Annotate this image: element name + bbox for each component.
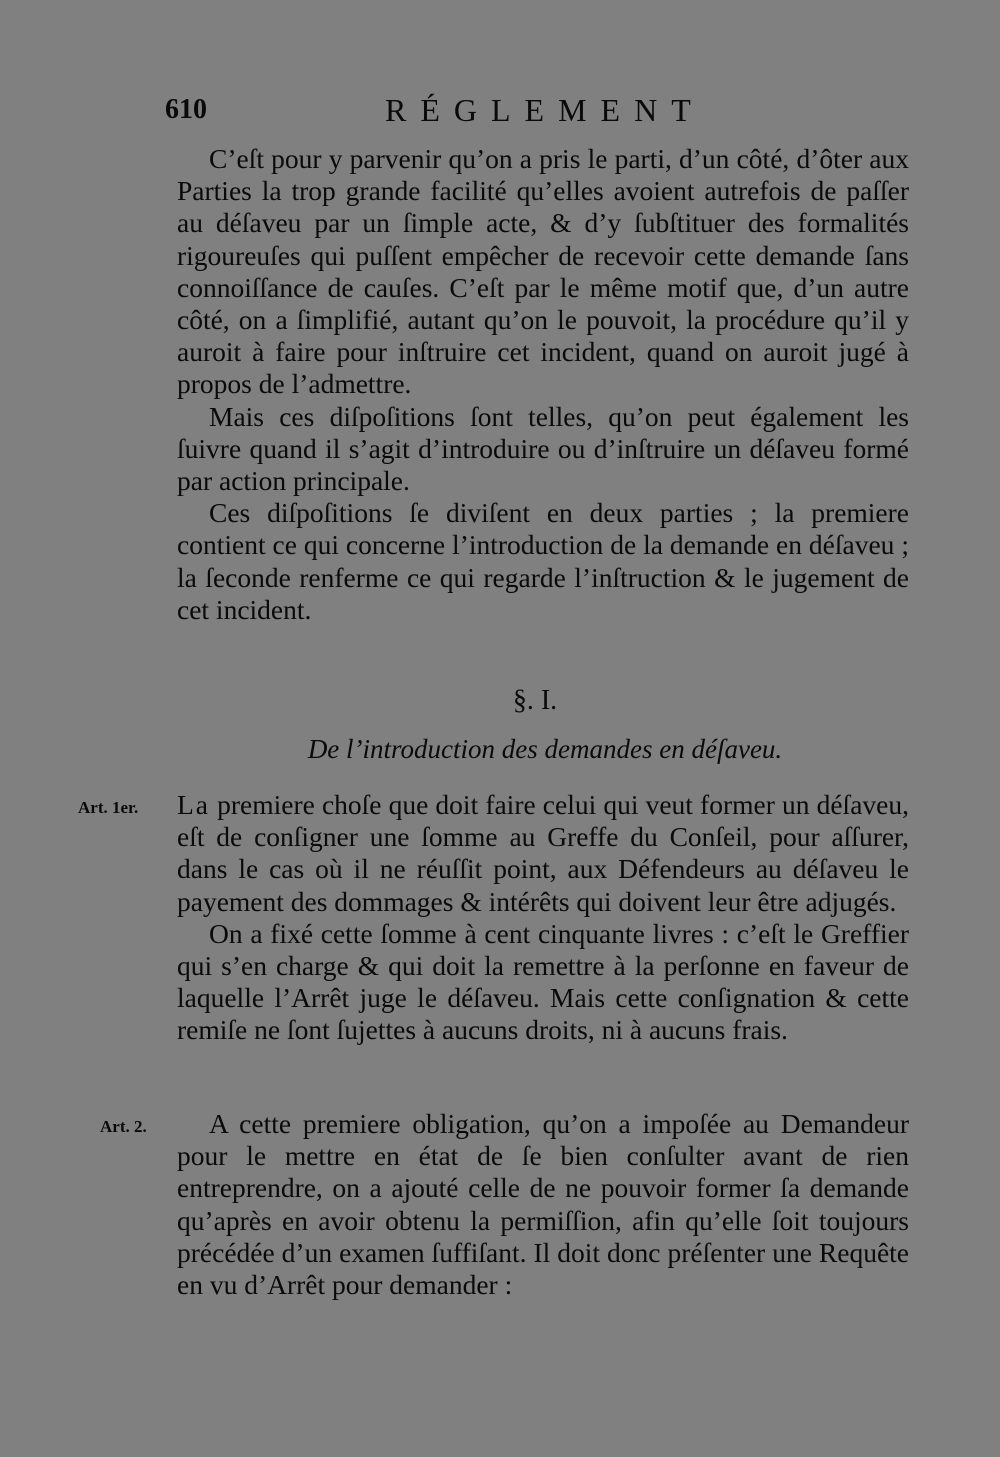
intro-paragraph-3: Ces diſpoſitions ſe diviſent en deux parties ; la premiere contient ce qui concerne l’introduction de la demande en déſaveu ; la ſeconde renferme ce qui regarde l’inſtruction & le jugement de cet incident. [177,497,909,625]
article-1-first-word: La [177,789,211,820]
page-header [165,92,910,132]
section-mark: §. I. [512,685,558,716]
running-title: RÉGLEMENT [385,92,705,128]
article-1-text [177,789,909,1047]
intro-text [177,143,909,626]
article-1-paragraph-1 [177,789,909,918]
margin-article-1: Art. 1er. [78,798,139,817]
section-title: De l’introduction des demandes en déſaveu. [307,734,783,764]
article-1-first-text: premiere choſe que doit faire celui qui veut former un déſaveu, eſt de conſigner une ſomme au Greffe du Conſeil, pour aſſurer, dans le cas où il ne réuſſit point, aux Défendeurs au déſaveu le payement des dommages & intérêts qui doivent leur être adjugés. [177,789,909,917]
intro-paragraph-1: C’eſt pour y parvenir qu’on a pris le parti, d’un côté, d’ôter aux Parties la trop grande facilité qu’elles avoient autrefois de paſſer au déſaveu par un ſimple acte, & d’y ſubſtituer des formalités rigoureuſes qui puſſent empêcher de recevoir cette demande ſans connoiſſance de cauſes. C’eſt par le même motif que, d’un autre côté, on a ſimplifié, autant qu’on le pouvoit, la procédure qu’il y auroit à faire pour inſtruire cet incident, quand on auroit jugé à propos de l’admettre. [177,143,909,400]
margin-article-2: Art. 2. [100,1117,147,1136]
intro-paragraph-2: Mais ces diſpoſitions ſont telles, qu’on peut également les ſuivre quand il s’agit d’introduire ou d’inſtruire un déſaveu formé par action principale. [177,400,909,497]
article-2-paragraph: A cette premiere obligation, qu’on a impoſée au Demandeur pour le mettre en état de ſe bien conſulter avant de rien entreprendre, on a ajouté celle de ne pouvoir former ſa demande qu’après en avoir obtenu la permiſſion, afin qu’elle ſoit toujours précédée d’un examen ſuffiſant. Il doit donc préſenter une Requête en vu d’Arrêt pour demander : [177,1108,909,1301]
article-2-text [177,1108,909,1301]
article-1-paragraph-2: On a fixé cette ſomme à cent cinquante livres : c’eſt le Greffier qui s’en charge & qui doit la remettre à la perſonne en faveur de laquelle l’Arrêt juge le déſaveu. Mais cette conſignation & cette remiſe ne ſont ſujettes à aucuns droits, ni à aucuns frais. [177,917,909,1046]
page-number: 610 [165,94,207,125]
